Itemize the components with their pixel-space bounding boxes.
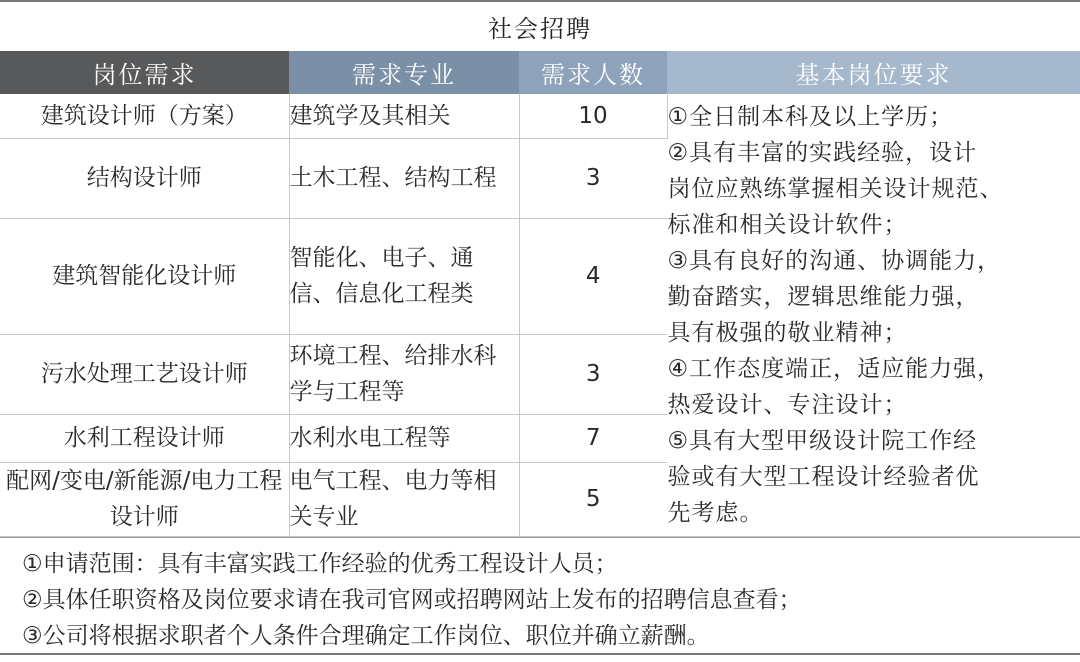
requirement-line: ④工作态度端正，适应能力强， bbox=[667, 355, 1002, 382]
post-cell: 结构设计师 bbox=[0, 138, 289, 218]
header-post: 岗位需求 bbox=[0, 51, 289, 94]
header-requirements: 基本岗位要求 bbox=[667, 51, 1080, 94]
count-cell: 3 bbox=[519, 334, 667, 414]
count-cell: 4 bbox=[519, 218, 667, 334]
note-line: ③公司将根据求职者个人条件合理确定工作岗位、职位并确立薪酬。 bbox=[22, 623, 710, 649]
note-line: ②具体任职资格及岗位要求请在我司官网或招聘网站上发布的招聘信息查看； bbox=[22, 587, 802, 613]
post-cell: 污水处理工艺设计师 bbox=[0, 334, 289, 414]
requirement-line: 具有极强的敬业精神； bbox=[667, 319, 908, 346]
requirements-cell bbox=[667, 94, 1080, 536]
requirement-line: 勤奋踏实，逻辑思维能力强， bbox=[667, 283, 980, 310]
count-cell: 7 bbox=[519, 414, 667, 462]
notes-section bbox=[0, 537, 1080, 655]
recruitment-table bbox=[0, 51, 1080, 537]
count-cell: 5 bbox=[519, 462, 667, 536]
post-cell: 配网/变电/新能源/电力工程设计师 bbox=[0, 462, 289, 536]
post-cell: 建筑设计师（方案） bbox=[0, 94, 289, 138]
table-title: 社会招聘 bbox=[0, 0, 1080, 51]
note-line: ①申请范围：具有丰富实践工作经验的优秀工程设计人员； bbox=[22, 551, 618, 577]
count-cell: 3 bbox=[519, 138, 667, 218]
major-cell: 建筑学及其相关 bbox=[289, 94, 519, 138]
requirement-line: 岗位应熟练掌握相关设计规范、 bbox=[667, 175, 1004, 202]
major-cell: 电气工程、电力等相关专业 bbox=[289, 462, 519, 536]
requirement-line: ②具有丰富的实践经验，设计 bbox=[667, 139, 978, 166]
major-cell: 土木工程、结构工程 bbox=[289, 138, 519, 218]
post-cell: 建筑智能化设计师 bbox=[0, 218, 289, 334]
requirement-line: ⑤具有大型甲级设计院工作经 bbox=[667, 427, 978, 454]
requirement-line: ①全日制本科及以上学历； bbox=[667, 103, 954, 130]
header-major: 需求专业 bbox=[289, 51, 519, 94]
requirement-line: 热爱设计、专注设计； bbox=[667, 391, 908, 418]
requirement-line: 验或有大型工程设计经验者优 bbox=[667, 463, 980, 490]
count-cell: 10 bbox=[519, 94, 667, 138]
major-cell: 智能化、电子、通信、信息化工程类 bbox=[289, 218, 519, 334]
major-cell: 环境工程、给排水科学与工程等 bbox=[289, 334, 519, 414]
header-count: 需求人数 bbox=[519, 51, 667, 94]
requirement-line: 标准和相关设计软件； bbox=[667, 211, 908, 238]
header-row bbox=[0, 51, 1080, 94]
major-cell: 水利水电工程等 bbox=[289, 414, 519, 462]
post-cell: 水利工程设计师 bbox=[0, 414, 289, 462]
requirement-line: ③具有良好的沟通、协调能力， bbox=[667, 247, 1002, 274]
requirement-line: 先考虑。 bbox=[667, 499, 764, 526]
table-row bbox=[0, 94, 1080, 138]
